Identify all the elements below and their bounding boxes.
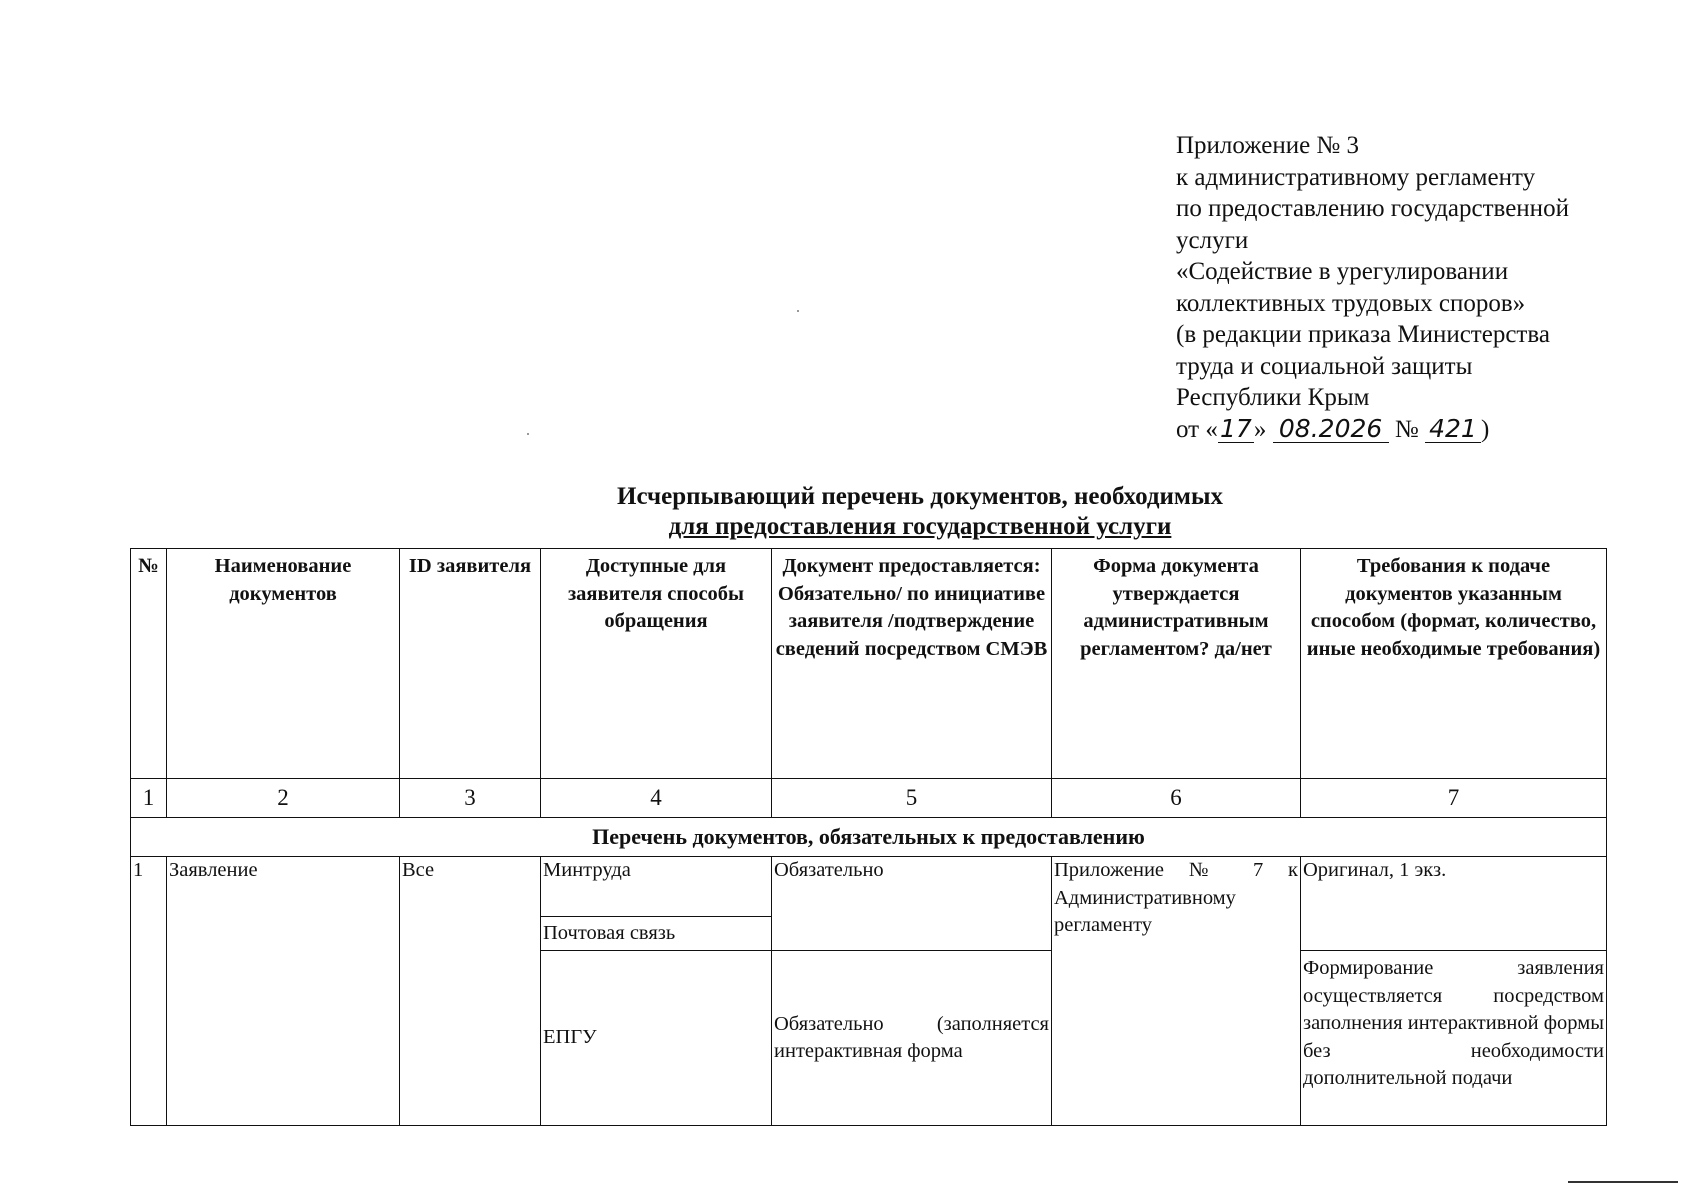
title-line-2: для предоставления государственной услуги (668, 513, 1172, 540)
scan-speck (797, 310, 799, 312)
header-cell: Форма документа утверждается административным регламентом? да/нет (1052, 549, 1301, 779)
provided-status-1: Обязательно (772, 857, 1052, 951)
column-number: 5 (772, 779, 1052, 818)
header-cell: № (131, 549, 167, 779)
appendix-line: к административному регламенту (1176, 163, 1536, 191)
header-cell: Документ предоставляется: Обязательно/ по инициативе заявителя /подтверждение сведений посредством СМЭВ (772, 549, 1052, 779)
column-number: 7 (1301, 779, 1607, 818)
appendix-block (1176, 130, 1676, 445)
section-heading: Перечень документов, обязательных к предоставлению (131, 818, 1607, 857)
column-number: 2 (167, 779, 400, 818)
header-cell: ID заявителя (400, 549, 541, 779)
header-row (131, 549, 1607, 779)
column-number-row (131, 779, 1607, 818)
appendix-line: «Содействие в урегулировании (1176, 258, 1509, 285)
row-number: 1 (131, 857, 167, 1126)
method-post: Почтовая связь (541, 917, 772, 951)
column-number: 4 (541, 779, 772, 818)
handwritten-month-year: 08.2026 (1273, 416, 1389, 443)
header-cell: Требования к подаче документов указанным способом (формат, количество, иные необходимые требования) (1301, 549, 1607, 779)
date-prefix: от « (1176, 415, 1218, 443)
appendix-line: Республики Крым (1176, 384, 1370, 411)
header-cell: Доступные для заявителя способы обращения (541, 549, 772, 779)
page-edge-mark (1568, 1181, 1678, 1183)
requirement-original: Оригинал, 1 экз. (1301, 857, 1607, 951)
appendix-line: по предоставлению государственной (1176, 195, 1569, 222)
document-name: Заявление (167, 857, 400, 1126)
appendix-line: Приложение № 3 (1176, 132, 1360, 159)
handwritten-order-number: 421 (1425, 416, 1481, 443)
appendix-line: труда и социальной защиты (1176, 352, 1473, 380)
column-number: 1 (131, 779, 167, 818)
number-sign: № (1394, 415, 1419, 443)
section-heading-row (131, 818, 1607, 857)
date-quote-close: » (1253, 415, 1267, 443)
appendix-line: коллективных трудовых споров» (1176, 289, 1526, 317)
title-line-1: Исчерпывающий перечень документов, необходимых (617, 483, 1223, 510)
appendix-line: (в редакции приказа Министерства (1176, 321, 1550, 348)
paren-close: ) (1480, 415, 1490, 443)
table-row (131, 857, 1607, 917)
method-epgu: ЕПГУ (541, 951, 772, 1126)
form-approval: Приложение № 7 к Административному регламенту (1052, 857, 1301, 1126)
requirement-interactive-form: Формирование заявления осуществляется посредством заполнения интерактивной формы без необходимости дополнительной подачи (1301, 951, 1607, 1126)
documents-table (130, 548, 1607, 1126)
header-cell: Наименование документов (167, 549, 400, 779)
method-ministry: Минтруда (541, 857, 772, 917)
handwritten-day: 17 (1218, 416, 1254, 443)
provided-status-2: Обязательно (заполняется интерактивная форма (772, 951, 1052, 1126)
applicant-id: Все (400, 857, 541, 1126)
appendix-line: услуги (1176, 226, 1249, 254)
column-number: 3 (400, 779, 541, 818)
order-date-line (1176, 414, 1676, 446)
scan-speck (527, 433, 529, 435)
column-number: 6 (1052, 779, 1301, 818)
document-title (480, 482, 1360, 542)
